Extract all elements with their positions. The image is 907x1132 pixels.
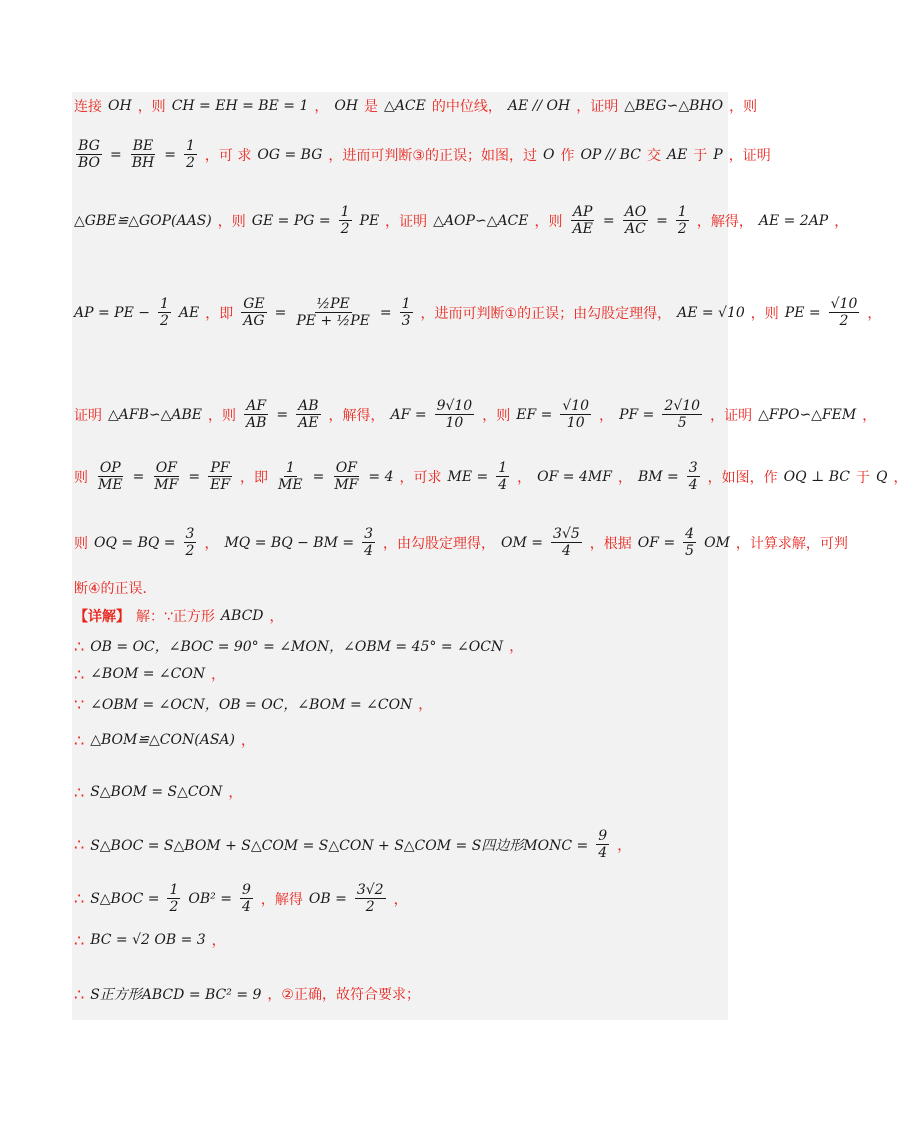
because-symbol: ∵ — [74, 694, 85, 714]
math: ∠OBM = ∠OCN，OB = OC，∠BOM = ∠CON — [90, 697, 413, 713]
numerator: 4 — [685, 526, 695, 542]
math: = 4 — [368, 468, 394, 485]
numerator: 1 — [159, 296, 169, 312]
numerator: 9 — [598, 828, 608, 844]
text: ， — [241, 733, 255, 749]
fraction — [130, 138, 157, 171]
solution-line-2: $\frac{BG}{BO}$ = $\frac{BE}{BH}$ = $\frac{1}{2}$ ，可 求 OG = BG ，进而可判断③的正误；如图，过 O 作 OP // BC 交 AE 于 P ，证明 — [78, 138, 771, 171]
numerator: OP — [99, 460, 121, 476]
therefore-symbol: ∴ — [74, 636, 85, 656]
numerator: ½PE — [316, 296, 350, 312]
denominator: 4 — [598, 845, 608, 861]
text: ，根据 — [589, 535, 632, 552]
denominator: 2 — [365, 899, 375, 915]
denominator: 2 — [169, 899, 179, 915]
fraction — [623, 204, 649, 237]
math: △AFB∽△ABE — [108, 406, 202, 423]
numerator: 1 — [340, 204, 350, 220]
text: ， — [893, 469, 907, 486]
fraction — [184, 138, 197, 171]
numerator: 2√10 — [664, 398, 701, 414]
numerator: 1 — [186, 138, 195, 154]
text: ，即 — [205, 305, 234, 322]
text: ，进而可判断③的正误；如图，过 — [328, 147, 537, 164]
therefore-symbol: ∴ — [74, 835, 85, 854]
denominator: 10 — [445, 415, 464, 431]
fraction — [96, 460, 125, 493]
detail-line-16 — [74, 882, 408, 915]
denominator: PE + ½PE — [296, 313, 370, 329]
detail-line-12 — [74, 694, 432, 714]
numerator: 9√10 — [436, 398, 473, 414]
fraction — [829, 296, 860, 329]
text: ，则 — [482, 407, 511, 424]
detail-line-15 — [74, 828, 631, 861]
text: ， — [862, 407, 877, 424]
text: 是 — [364, 99, 379, 115]
text: 解：∵正方形 — [136, 609, 215, 625]
text: ，则 — [729, 99, 758, 115]
numerator: OF — [155, 460, 177, 476]
denominator: AB — [246, 415, 267, 431]
text: ， — [599, 407, 614, 424]
text: 交 — [646, 147, 661, 164]
numerator: 3√5 — [553, 526, 580, 542]
math: S△BOC = S△BOM + S△COM = S△CON + S△COM = S四边形MONC = — [90, 837, 589, 854]
text: ，解得， — [696, 213, 753, 230]
denominator: 4 — [364, 543, 374, 559]
text: 的中位线， — [431, 99, 502, 115]
solution-line-6: 则 $\frac{OP}{ME}$ = $\frac{OF}{MF}$ = $\frac{PF}{EF}$ ，即 $\frac{1}{ME}$ = $\frac{OF}{MF}$ = 4 ，可求 ME = $\frac{1}{4}$ ， OF = 4MF ， BM = $\frac{3}{4}$ ，如图，作 OQ ⊥ BC 于 Q ， — [74, 460, 907, 493]
fraction — [496, 460, 509, 493]
text: ， — [418, 697, 433, 713]
text: ， — [204, 535, 219, 552]
fraction — [400, 296, 413, 329]
denominator: 2 — [186, 155, 195, 171]
fraction — [676, 204, 689, 237]
text: ， — [617, 837, 632, 854]
math: GE = PG = — [251, 212, 331, 229]
numerator: 1 — [285, 460, 295, 476]
fraction — [683, 526, 696, 559]
text: ， — [617, 469, 632, 486]
text: 作 — [560, 147, 575, 164]
text: ，解得 — [260, 891, 303, 908]
fraction — [339, 204, 352, 237]
text: 于 — [693, 147, 708, 164]
text: 证明 — [74, 407, 102, 424]
math: AE // OH — [507, 98, 571, 114]
numerator: 3 — [688, 460, 698, 476]
numerator: 1 — [677, 204, 687, 220]
text: ， — [509, 639, 524, 655]
denominator: AG — [243, 313, 265, 329]
math: PF = — [619, 406, 655, 423]
math: OH — [108, 98, 132, 114]
text: ，解得， — [328, 407, 385, 424]
detail-line-18 — [74, 984, 420, 1004]
numerator: GE — [243, 296, 265, 312]
denominator: MF — [154, 477, 179, 493]
fraction — [296, 398, 320, 431]
math: S正方形ABCD = BC² = 9 — [90, 987, 262, 1003]
denominator: 5 — [677, 415, 687, 431]
denominator: MF — [334, 477, 359, 493]
math: O — [542, 146, 555, 163]
text: ，证明 — [385, 213, 428, 230]
math: AE = √10 — [677, 304, 745, 321]
fraction — [184, 526, 197, 559]
text: ， — [517, 469, 532, 486]
denominator: AE — [572, 221, 593, 237]
text: ，可求 — [399, 469, 442, 486]
math: OB = — [308, 890, 347, 907]
numerator: AP — [572, 204, 593, 220]
text: ， — [211, 667, 226, 683]
detail-label: 【详解】 — [74, 609, 130, 625]
text: ，则 — [208, 407, 236, 424]
fraction — [152, 460, 180, 493]
solution-line-1 — [74, 96, 757, 116]
math: OP // BC — [580, 146, 641, 163]
math: OM = — [501, 534, 544, 551]
text: ， — [269, 609, 284, 625]
fraction — [332, 460, 360, 493]
math: AE — [666, 146, 688, 163]
math: △ACE — [384, 98, 426, 114]
math: PE — [359, 212, 380, 229]
solution-line-5: 证明 △AFB∽△ABE ，则 $\frac{AF}{AB}$ = $\frac{AB}{AE}$ ，解得， AF = $\frac{9√10}{10}$ ，则 EF = $\frac{√10}{10}$ ， PF = $\frac{2√10}{5}$ ，证明 △FPO∽△FEM ， — [74, 398, 877, 431]
numerator: 1 — [498, 460, 508, 476]
fraction — [241, 296, 266, 329]
numerator: 1 — [169, 882, 179, 898]
text: ，则 — [217, 213, 246, 230]
therefore-symbol: ∴ — [74, 730, 85, 750]
math: △FPO∽△FEM — [758, 406, 857, 423]
numerator: AB — [298, 398, 319, 414]
denominator: 4 — [561, 543, 571, 559]
numerator: √10 — [830, 296, 858, 312]
denominator: AC — [624, 221, 646, 237]
fraction — [362, 526, 375, 559]
math: OF = 4MF — [537, 468, 612, 485]
text: 则 — [74, 535, 88, 552]
text: ，则 — [750, 305, 779, 322]
fraction — [687, 460, 700, 493]
text: ，则 — [137, 99, 166, 115]
math: OG = BG — [257, 146, 323, 163]
numerator: AF — [246, 398, 267, 414]
denominator: 5 — [685, 543, 695, 559]
detail-heading — [74, 606, 284, 626]
solution-line-4: AP = PE − $\frac{1}{2}$ AE ，即 $\frac{GE}{AG}$ = $\frac{\text{½PE}}{\text{PE + ½PE}}$ = $\frac{1}{3}$ ，进而可判断①的正误；由勾股定理得， AE = √10 ，则 PE = $\frac{√10}{2}$ ， — [74, 296, 882, 329]
fraction — [435, 398, 475, 431]
fraction — [276, 460, 305, 493]
math: OB = OC，∠BOC = 90° = ∠MON，∠OBM = 45° = ∠OCN — [90, 639, 504, 655]
text: 于 — [855, 469, 870, 486]
fraction — [571, 204, 595, 237]
fraction — [596, 828, 609, 861]
denominator: 4 — [498, 477, 508, 493]
math: Q — [875, 468, 888, 485]
math: AF = — [390, 406, 427, 423]
numerator: BG — [78, 138, 100, 154]
text: ， — [314, 99, 329, 115]
text: ，证明 — [728, 147, 771, 164]
fraction — [551, 526, 582, 559]
text: ，如图，作 — [707, 469, 778, 486]
therefore-symbol: ∴ — [74, 984, 85, 1004]
math: ABCD — [220, 608, 264, 624]
fraction — [158, 296, 171, 329]
numerator: BE — [132, 138, 154, 154]
detail-line-13 — [74, 730, 255, 750]
denominator: 3 — [401, 313, 411, 329]
numerator: 3 — [364, 526, 374, 542]
numerator: 1 — [401, 296, 411, 312]
denominator: 4 — [688, 477, 698, 493]
denominator: BH — [131, 155, 155, 171]
denominator: ME — [278, 477, 303, 493]
denominator: 4 — [241, 899, 251, 915]
text: ，可 求 — [204, 147, 252, 164]
fraction — [355, 882, 386, 915]
text: ，②正确，故符合要求； — [267, 987, 420, 1003]
denominator: BO — [78, 155, 101, 171]
math: AE — [178, 304, 200, 321]
math: OQ ⊥ BC — [783, 468, 850, 485]
math: OM — [704, 534, 730, 551]
denominator: EF — [210, 477, 231, 493]
text: ， — [867, 305, 882, 322]
solution-line-8 — [74, 578, 157, 598]
denominator: 2 — [159, 313, 169, 329]
solution-line-3: △GBE≌△GOP(AAS) ，则 GE = PG = $\frac{1}{2}$ PE ，证明 △AOP∽△ACE ，则 $\frac{AP}{AE}$ = $\frac{AO}{AC}$ = $\frac{1}{2}$ ，解得， AE = 2AP ， — [74, 204, 849, 237]
detail-line-10 — [74, 636, 523, 656]
text: 连接 — [74, 99, 102, 115]
numerator: √10 — [562, 398, 590, 414]
math: △GBE≌△GOP(AAS) — [74, 212, 212, 229]
therefore-symbol: ∴ — [74, 664, 85, 684]
detail-line-14 — [74, 782, 242, 802]
math: △BEG∽△BHO — [624, 98, 724, 114]
math: AP = PE − — [74, 304, 150, 321]
math: OF = — [637, 534, 676, 551]
text: ，则 — [534, 213, 563, 230]
detail-line-17 — [74, 930, 226, 950]
math: AE = 2AP — [758, 212, 829, 229]
denominator: 2 — [185, 543, 195, 559]
fraction — [76, 138, 102, 171]
math: OH — [334, 98, 359, 114]
detail-line-11 — [74, 664, 225, 684]
math: BC = √2 OB = 3 — [90, 932, 206, 948]
compound-fraction — [294, 296, 371, 329]
math: ∠BOM = ∠CON — [90, 666, 206, 682]
text: ，进而可判断①的正误；由勾股定理得， — [420, 305, 672, 322]
math: PE = — [784, 304, 821, 321]
numerator: 3√2 — [356, 882, 384, 898]
math: △AOP∽△ACE — [433, 212, 529, 229]
text: ，证明 — [710, 407, 753, 424]
math: P — [713, 146, 723, 163]
denominator: AE — [298, 415, 319, 431]
math: BM = — [637, 468, 679, 485]
denominator: ME — [98, 477, 123, 493]
therefore-symbol: ∴ — [74, 782, 85, 802]
numerator: AO — [624, 204, 647, 220]
therefore-symbol: ∴ — [74, 889, 85, 908]
numerator: PF — [210, 460, 230, 476]
math: MQ = BQ − BM = — [224, 534, 355, 551]
math: CH = EH = BE = 1 — [171, 98, 309, 114]
text: ， — [211, 933, 226, 949]
numerator: OF — [335, 460, 357, 476]
fraction — [560, 398, 591, 431]
therefore-symbol: ∴ — [74, 930, 85, 950]
math: OQ = BQ = — [94, 534, 176, 551]
text: ，证明 — [576, 99, 619, 115]
numerator: 3 — [185, 526, 195, 542]
text: ，由勾股定理得， — [383, 535, 496, 552]
solution-line-7 — [74, 526, 848, 559]
text: ，即 — [240, 469, 269, 486]
text: ， — [228, 785, 243, 801]
text: 则 — [74, 469, 88, 486]
math: EF = — [516, 406, 553, 423]
fraction — [240, 882, 253, 915]
fraction — [662, 398, 702, 431]
denominator: 2 — [839, 313, 849, 329]
math: △BOM≌△CON(ASA) — [90, 732, 235, 748]
text: ，计算求解，可判 — [735, 535, 848, 552]
denominator: 2 — [340, 221, 350, 237]
fraction — [167, 882, 180, 915]
math: OB² = — [188, 890, 232, 907]
text: ， — [393, 891, 408, 908]
denominator: 2 — [677, 221, 687, 237]
fraction — [208, 460, 232, 493]
math: S△BOM = S△CON — [90, 784, 223, 800]
text: 断④的正误． — [74, 581, 157, 597]
numerator: 9 — [241, 882, 251, 898]
math: S△BOC = — [90, 890, 160, 907]
fraction — [244, 398, 268, 431]
denominator: 10 — [566, 415, 585, 431]
text: ， — [834, 213, 849, 230]
math: ME = — [447, 468, 489, 485]
